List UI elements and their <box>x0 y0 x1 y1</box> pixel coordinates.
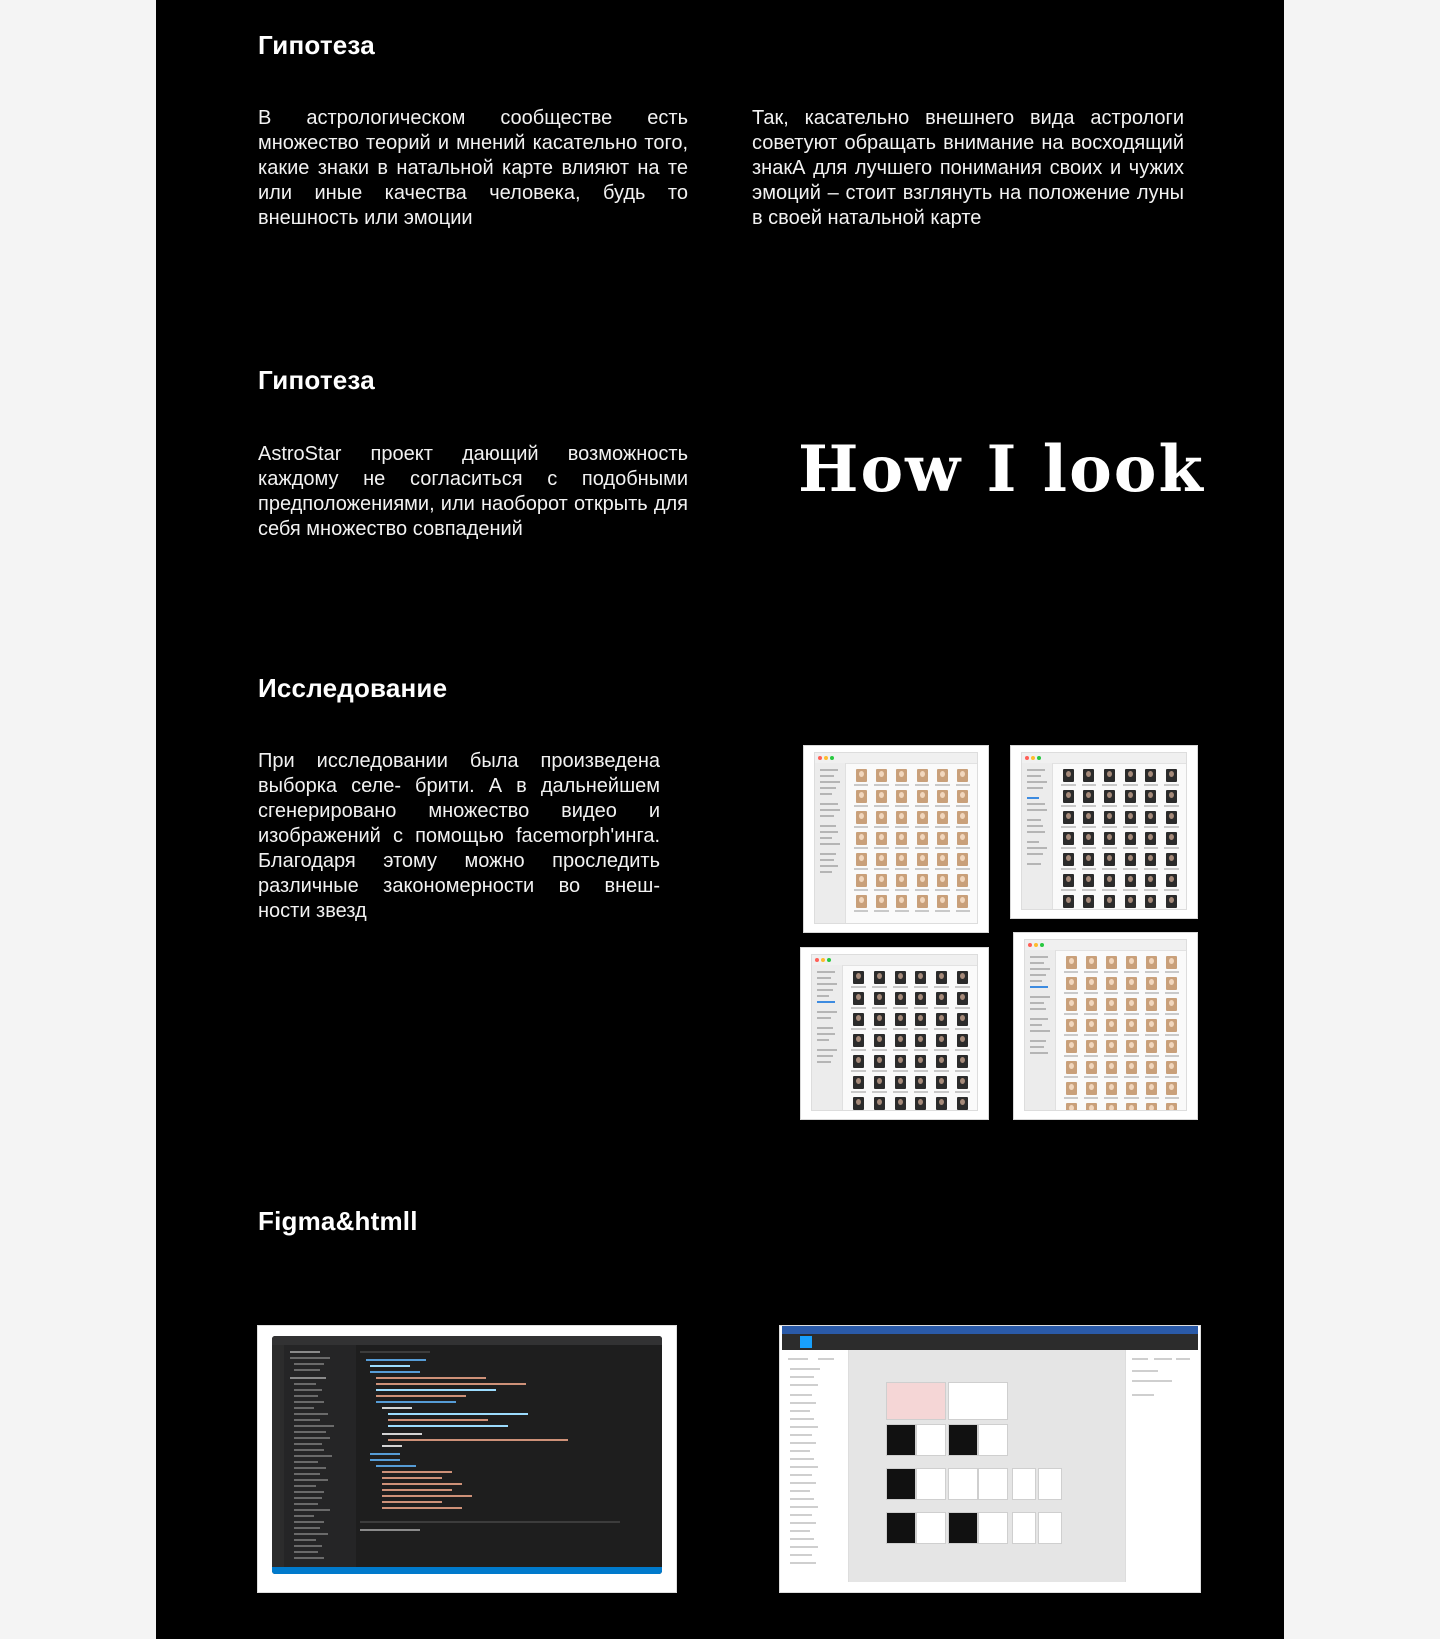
finder-screenshot-2 <box>1011 746 1197 918</box>
section-heading-research: Исследование <box>258 673 448 703</box>
section-heading-hypothesis-2: Гипотеза <box>258 365 375 395</box>
hypothesis-1-left-text: В астрологическом сообществе есть множество теорий и мнений касательно того, какие знаки в натальной карте влияют на те или иные качества человека, будь то внешность или эмоции <box>258 107 688 229</box>
hypothesis-1-right-text: Так, касательно внешнего вида астрологи советуют обращать внимание на восходящий знакА для лучшего понимания своих и чужих эмоций – стоит взглянуть на положение луны в своей натальной карте <box>752 107 1184 229</box>
section-heading-hypothesis-1: Гипотеза <box>258 30 375 60</box>
finder-screenshot-4 <box>1014 933 1197 1119</box>
code-editor-screenshot <box>258 1326 676 1592</box>
figma-screenshot <box>780 1326 1200 1592</box>
content-panel <box>156 0 1284 1639</box>
finder-screenshot-3 <box>801 948 988 1119</box>
how-i-look-logo: How I look <box>798 432 1205 507</box>
hypothesis-2-text: AstroStar проект дающий возможность каждому не согласиться с подобными предположениями, или наоборот открыть для себя множество совпадений <box>258 443 688 540</box>
section-heading-figma-html: Figma&htmll <box>258 1206 418 1236</box>
finder-screenshot-1 <box>804 746 988 932</box>
research-text: При исследовании была произведена выборка селе- брити. А в дальнейшем сгенерировано множество видео и изображений с помощью facemorph'инга. Благодаря этому можно проследить различные закономерности во внеш- ности звезд <box>258 750 660 922</box>
